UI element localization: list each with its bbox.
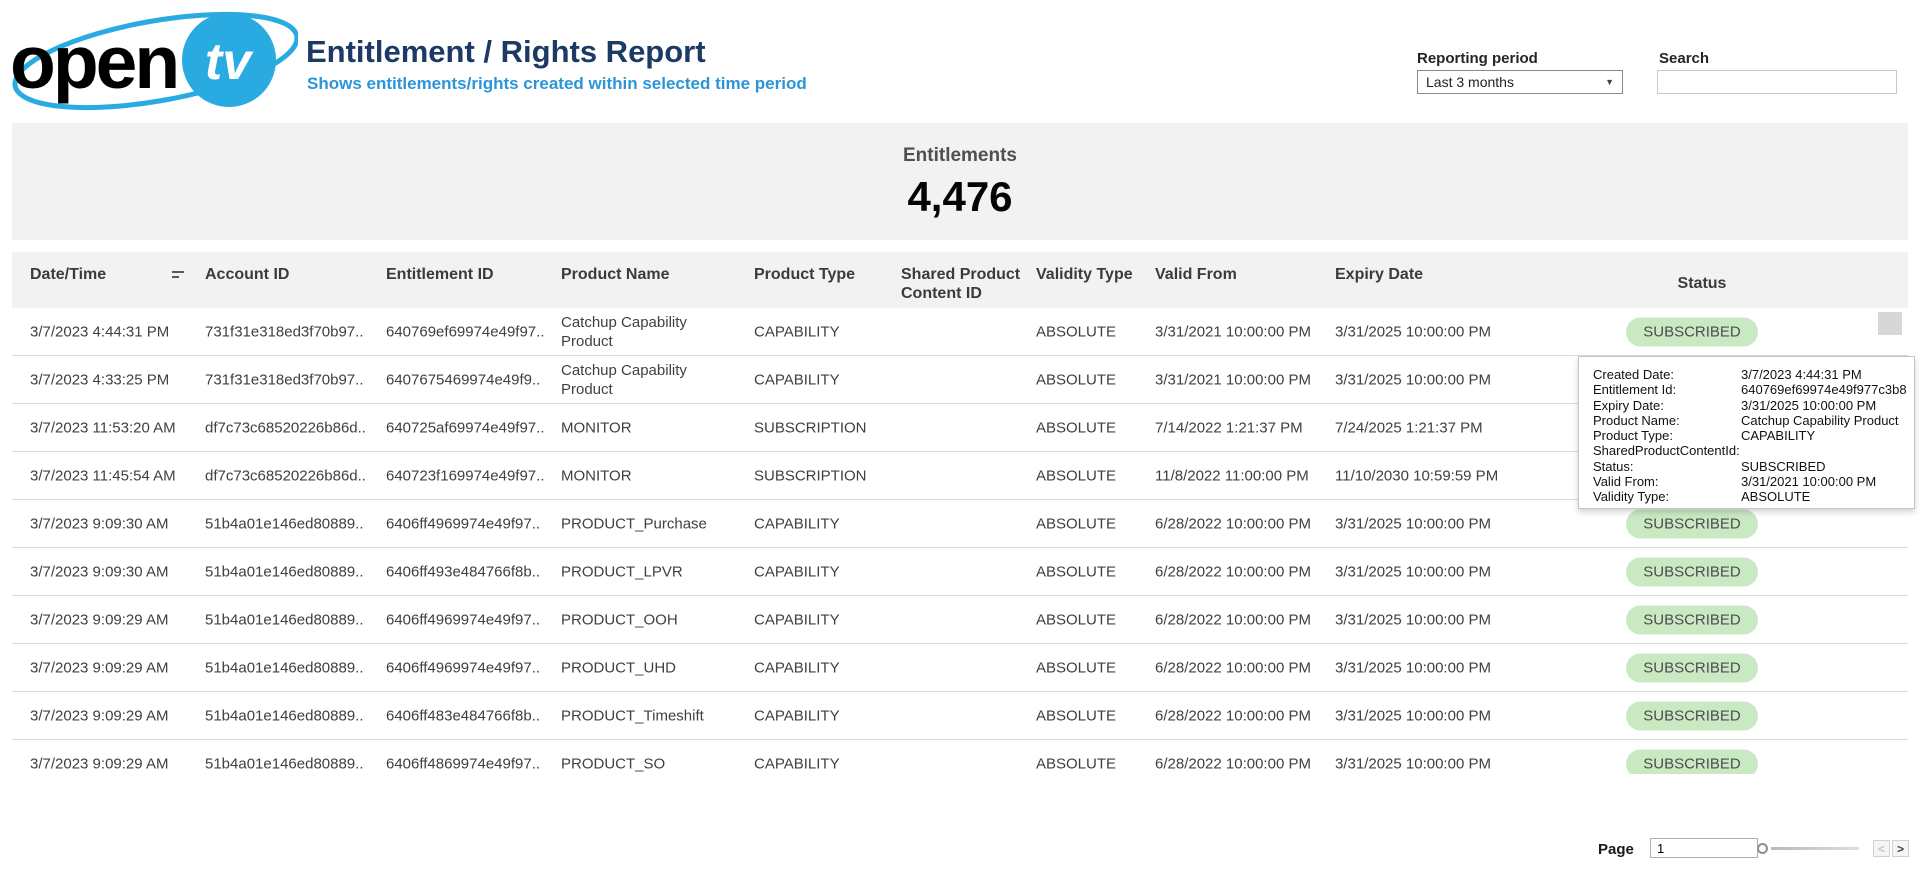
cell-product-name: PRODUCT_SO — [561, 755, 666, 772]
cell-validity-type: ABSOLUTE — [1036, 563, 1117, 580]
cell-account-id: 51b4a01e146ed80889.. — [205, 755, 364, 772]
cell-date-time: 3/7/2023 9:09:29 AM — [30, 611, 169, 628]
tooltip-label: Validity Type: — [1593, 489, 1670, 505]
cell-date-time: 3/7/2023 4:44:31 PM — [30, 323, 170, 340]
previous-page-button[interactable]: < — [1873, 840, 1890, 857]
cell-product-name: PRODUCT_OOH — [561, 611, 678, 628]
cell-expiry-date: 3/31/2025 10:00:00 PM — [1335, 611, 1491, 628]
page-subtitle: Shows entitlements/rights created within selected time period — [307, 74, 807, 93]
cell-product-type: CAPABILITY — [754, 563, 840, 580]
table-row[interactable] — [12, 740, 1908, 774]
cell-account-id: 731f31e318ed3f70b97.. — [205, 323, 364, 340]
logo-tv-text: tv — [204, 33, 252, 91]
cell-entitlement-id: 640725af69974e49f97.. — [386, 419, 545, 436]
cell-status — [1560, 317, 1824, 346]
cell-product-type: CAPABILITY — [754, 755, 840, 772]
cell-entitlement-id: 6406ff4969974e49f97.. — [386, 611, 541, 628]
cell-product-name: Catchup Capability Product — [561, 313, 687, 350]
reporting-period-label: Reporting period — [1417, 50, 1538, 67]
cell-valid-from: 6/28/2022 10:00:00 PM — [1155, 515, 1311, 532]
status-badge: SUBSCRIBED — [1626, 653, 1758, 682]
cell-product-type: CAPABILITY — [754, 371, 840, 388]
column-header-entitlement-id[interactable]: Entitlement ID — [386, 266, 494, 283]
status-badge: SUBSCRIBED — [1626, 509, 1758, 538]
tooltip-value: 640769ef69974e49f977c3b8 — [1741, 382, 1907, 398]
cell-valid-from: 6/28/2022 10:00:00 PM — [1155, 611, 1311, 628]
tooltip-row — [1593, 428, 1914, 443]
column-header-valid-from[interactable]: Valid From — [1155, 266, 1237, 283]
cell-entitlement-id: 6406ff4869974e49f97.. — [386, 755, 541, 772]
cell-validity-type: ABSOLUTE — [1036, 371, 1117, 388]
column-header-shared-product-content-id[interactable]: Shared Product Content ID — [901, 266, 1021, 302]
column-header-validity-type[interactable]: Validity Type — [1036, 266, 1133, 283]
tooltip-value — [1741, 443, 1914, 458]
cell-entitlement-id: 640769ef69974e49f97.. — [386, 323, 545, 340]
cell-status — [1560, 557, 1824, 586]
table-row[interactable] — [12, 692, 1908, 740]
table-row[interactable] — [12, 308, 1908, 356]
cell-valid-from: 7/14/2022 1:21:37 PM — [1155, 419, 1303, 436]
cell-date-time: 3/7/2023 4:33:25 PM — [30, 371, 170, 388]
cell-expiry-date: 3/31/2025 10:00:00 PM — [1335, 707, 1491, 724]
cell-validity-type: ABSOLUTE — [1036, 755, 1117, 772]
cell-product-type: SUBSCRIPTION — [754, 467, 867, 484]
table-row[interactable] — [12, 548, 1908, 596]
search-input[interactable] — [1657, 70, 1897, 94]
tooltip-row — [1593, 443, 1914, 458]
tooltip-row — [1593, 382, 1914, 397]
table-header-row — [12, 252, 1908, 308]
page-slider-knob[interactable] — [1757, 843, 1768, 854]
opentv-logo — [6, 4, 298, 116]
page-slider-track[interactable] — [1771, 847, 1859, 850]
cell-product-type: SUBSCRIPTION — [754, 419, 867, 436]
cell-valid-from: 11/8/2022 11:00:00 PM — [1155, 467, 1309, 484]
cell-date-time: 3/7/2023 9:09:30 AM — [30, 515, 169, 532]
status-badge: SUBSCRIBED — [1626, 557, 1758, 586]
cell-status — [1560, 509, 1824, 538]
cell-expiry-date: 7/24/2025 1:21:37 PM — [1335, 419, 1483, 436]
cell-validity-type: ABSOLUTE — [1036, 419, 1117, 436]
cell-entitlement-id: 6406ff4969974e49f97.. — [386, 659, 541, 676]
tooltip-label: Status: — [1593, 458, 1634, 474]
cell-product-type: CAPABILITY — [754, 707, 840, 724]
cell-validity-type: ABSOLUTE — [1036, 467, 1117, 484]
cell-date-time: 3/7/2023 9:09:29 AM — [30, 659, 169, 676]
cell-entitlement-id: 6406ff493e484766f8b.. — [386, 563, 541, 580]
cell-expiry-date: 3/31/2025 10:00:00 PM — [1335, 755, 1491, 772]
cell-expiry-date: 3/31/2025 10:00:00 PM — [1335, 323, 1491, 340]
column-header-account-id[interactable]: Account ID — [205, 266, 290, 283]
table-row[interactable] — [12, 644, 1908, 692]
cell-expiry-date: 3/31/2025 10:00:00 PM — [1335, 563, 1491, 580]
page-label: Page — [1598, 841, 1634, 858]
cell-validity-type: ABSOLUTE — [1036, 515, 1117, 532]
chevron-down-icon: ▼ — [1605, 77, 1614, 87]
tooltip-label: Product Type: — [1593, 428, 1673, 444]
cell-product-name: PRODUCT_Purchase — [561, 515, 707, 532]
column-header-status[interactable]: Status — [1677, 275, 1727, 292]
column-header-expiry-date[interactable]: Expiry Date — [1335, 266, 1424, 283]
cell-account-id: df7c73c68520226b86d.. — [205, 467, 366, 484]
tooltip-row — [1593, 474, 1914, 489]
tooltip-value: CAPABILITY — [1741, 428, 1816, 444]
next-page-button[interactable]: > — [1892, 840, 1909, 857]
status-badge: SUBSCRIBED — [1626, 605, 1758, 634]
cell-expiry-date: 11/10/2030 10:59:59 PM — [1335, 467, 1499, 484]
cell-valid-from: 6/28/2022 10:00:00 PM — [1155, 755, 1311, 772]
tooltip-label: Expiry Date: — [1593, 397, 1664, 413]
tooltip-value: 3/31/2025 10:00:00 PM — [1741, 397, 1877, 413]
cell-product-name: MONITOR — [561, 419, 632, 436]
reporting-period-value: Last 3 months — [1426, 74, 1514, 90]
cell-valid-from: 6/28/2022 10:00:00 PM — [1155, 659, 1311, 676]
opentv-logo-graphic — [6, 4, 298, 116]
cell-product-name: PRODUCT_UHD — [561, 659, 677, 676]
tooltip-row — [1593, 367, 1914, 382]
cell-entitlement-id: 6407675469974e49f9.. — [386, 371, 541, 388]
cell-account-id: 51b4a01e146ed80889.. — [205, 563, 364, 580]
cell-expiry-date: 3/31/2025 10:00:00 PM — [1335, 515, 1491, 532]
status-badge: SUBSCRIBED — [1626, 749, 1758, 774]
column-header-date-time[interactable]: Date/Time — [30, 266, 107, 283]
cell-date-time: 3/7/2023 9:09:30 AM — [30, 563, 169, 580]
cell-date-time: 3/7/2023 11:45:54 AM — [30, 467, 176, 484]
entitlements-card-label: Entitlements — [902, 145, 1018, 166]
entitlements-summary-card — [12, 123, 1908, 240]
tooltip-label: Product Name: — [1593, 412, 1680, 428]
cell-date-time: 3/7/2023 9:09:29 AM — [30, 707, 169, 724]
cell-product-name: PRODUCT_LPVR — [561, 563, 683, 580]
cell-product-name: MONITOR — [561, 467, 632, 484]
column-header-product-name[interactable]: Product Name — [561, 266, 670, 283]
tooltip-label: SharedProductContentId: — [1593, 443, 1740, 459]
reporting-period-select[interactable] — [1417, 70, 1623, 94]
tooltip-row — [1593, 459, 1914, 474]
tooltip-value: ABSOLUTE — [1741, 489, 1811, 505]
logo-open-text: open — [10, 20, 178, 104]
cell-account-id: 51b4a01e146ed80889.. — [205, 515, 364, 532]
cell-entitlement-id: 6406ff483e484766f8b.. — [386, 707, 541, 724]
cell-product-name: PRODUCT_Timeshift — [561, 707, 704, 724]
column-header-product-type[interactable]: Product Type — [754, 266, 856, 283]
entitlements-table — [12, 252, 1908, 832]
cell-product-name: Catchup Capability Product — [561, 361, 687, 398]
cell-validity-type: ABSOLUTE — [1036, 659, 1117, 676]
page-number-input[interactable] — [1650, 838, 1758, 858]
cell-account-id: 51b4a01e146ed80889.. — [205, 611, 364, 628]
cell-product-type: CAPABILITY — [754, 515, 840, 532]
cell-account-id: df7c73c68520226b86d.. — [205, 419, 366, 436]
cell-account-id: 731f31e318ed3f70b97.. — [205, 371, 364, 388]
tooltip-row — [1593, 489, 1914, 504]
cell-validity-type: ABSOLUTE — [1036, 323, 1117, 340]
status-badge: SUBSCRIBED — [1626, 317, 1758, 346]
cell-entitlement-id: 640723f169974e49f97.. — [386, 467, 545, 484]
cell-product-type: CAPABILITY — [754, 659, 840, 676]
tooltip-value: Catchup Capability Product — [1741, 412, 1899, 428]
cell-product-type: CAPABILITY — [754, 323, 840, 340]
cell-validity-type: ABSOLUTE — [1036, 611, 1117, 628]
sort-descending-icon[interactable] — [172, 270, 186, 282]
tooltip-value: 3/7/2023 4:44:31 PM — [1741, 367, 1862, 382]
cell-valid-from: 6/28/2022 10:00:00 PM — [1155, 563, 1311, 580]
search-label: Search — [1659, 50, 1710, 67]
cell-validity-type: ABSOLUTE — [1036, 707, 1117, 724]
tooltip-value: 3/31/2021 10:00:00 PM — [1741, 474, 1877, 490]
cell-date-time: 3/7/2023 9:09:29 AM — [30, 755, 169, 772]
tooltip-label: Entitlement Id: — [1593, 382, 1677, 398]
cell-valid-from: 3/31/2021 10:00:00 PM — [1155, 371, 1311, 388]
status-badge: SUBSCRIBED — [1626, 701, 1758, 730]
tooltip-row — [1593, 413, 1914, 428]
cell-expiry-date: 3/31/2025 10:00:00 PM — [1335, 371, 1491, 388]
vertical-scrollbar-thumb[interactable] — [1878, 312, 1902, 335]
cell-expiry-date: 3/31/2025 10:00:00 PM — [1335, 659, 1491, 676]
cell-status — [1560, 605, 1824, 634]
cell-status — [1560, 749, 1824, 774]
cell-valid-from: 3/31/2021 10:00:00 PM — [1155, 323, 1311, 340]
table-row[interactable] — [12, 596, 1908, 644]
entitlements-card-value: 4,476 — [907, 173, 1013, 220]
tooltip-row — [1593, 398, 1914, 413]
tooltip-label: Valid From: — [1593, 474, 1659, 490]
cell-product-type: CAPABILITY — [754, 611, 840, 628]
cell-status — [1560, 701, 1824, 730]
page-title: Entitlement / Rights Report — [306, 34, 706, 69]
tooltip-label: Created Date: — [1593, 367, 1674, 382]
row-details-tooltip — [1578, 356, 1915, 509]
cell-valid-from: 6/28/2022 10:00:00 PM — [1155, 707, 1311, 724]
cell-date-time: 3/7/2023 11:53:20 AM — [30, 419, 176, 436]
cell-account-id: 51b4a01e146ed80889.. — [205, 659, 364, 676]
cell-account-id: 51b4a01e146ed80889.. — [205, 707, 364, 724]
cell-entitlement-id: 6406ff4969974e49f97.. — [386, 515, 541, 532]
cell-status — [1560, 653, 1824, 682]
tooltip-value: SUBSCRIBED — [1741, 458, 1826, 474]
